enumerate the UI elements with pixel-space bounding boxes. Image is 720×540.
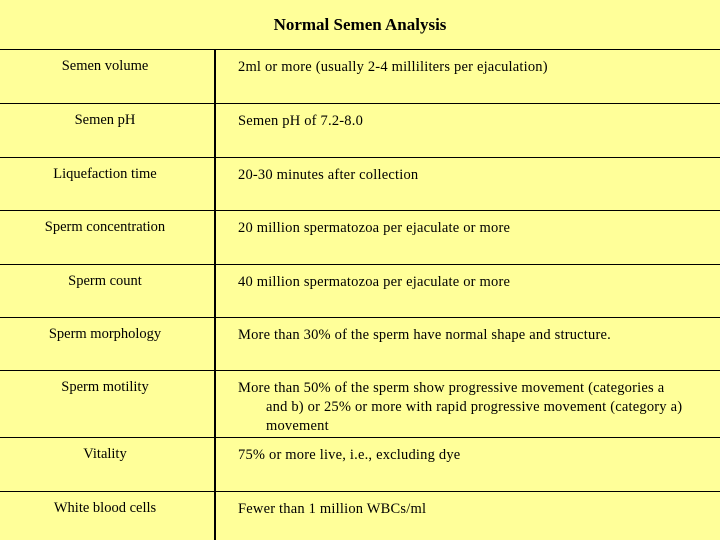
- value-line: movement: [266, 418, 329, 434]
- table-row: [0, 104, 720, 158]
- parameter-value: 2ml or more (usually 2-4 milliliters per ejaculation): [238, 59, 548, 75]
- column-divider: [214, 265, 216, 317]
- parameter-value: Fewer than 1 million WBCs/ml: [238, 501, 427, 517]
- parameter-value: Semen pH of 7.2-8.0: [238, 113, 364, 129]
- parameter-value: 20-30 minutes after collection: [238, 167, 419, 183]
- parameter-label: Sperm count: [68, 273, 142, 289]
- parameter-label: Semen pH: [74, 112, 136, 128]
- title-bar: [0, 0, 720, 50]
- parameter-value: 75% or more live, i.e., excluding dye: [238, 447, 461, 463]
- table-row: [0, 50, 720, 104]
- column-divider: [214, 371, 216, 437]
- parameter-label: Semen volume: [61, 58, 149, 74]
- table-row: [0, 438, 720, 492]
- column-divider: [214, 104, 216, 157]
- parameter-label: Sperm morphology: [48, 326, 162, 342]
- table-row: [0, 211, 720, 265]
- column-divider: [214, 211, 216, 264]
- parameter-label: White blood cells: [53, 500, 157, 516]
- column-divider: [214, 492, 216, 540]
- analysis-table: [0, 50, 720, 540]
- table-row: [0, 371, 720, 438]
- parameter-label: Sperm concentration: [44, 219, 166, 235]
- column-divider: [214, 158, 216, 210]
- table-row: [0, 492, 720, 540]
- value-line: and b) or 25% or more with rapid progressive movement (category a): [266, 399, 683, 415]
- parameter-value: More than 30% of the sperm have normal shape and structure.: [238, 327, 611, 343]
- column-divider: [214, 50, 216, 103]
- parameter-value: [238, 371, 712, 436]
- column-divider: [214, 318, 216, 370]
- column-divider: [214, 438, 216, 491]
- page-title: Normal Semen Analysis: [273, 14, 447, 34]
- parameter-label: Sperm motility: [61, 379, 149, 395]
- parameter-label: Liquefaction time: [53, 166, 157, 182]
- table-row: [0, 265, 720, 318]
- table-row: [0, 158, 720, 211]
- parameter-label: Vitality: [83, 446, 127, 462]
- value-line: More than 50% of the sperm show progressive movement (categories a: [238, 380, 665, 396]
- table-row: [0, 318, 720, 371]
- parameter-value: 20 million spermatozoa per ejaculate or more: [238, 220, 511, 236]
- parameter-value: 40 million spermatozoa per ejaculate or more: [238, 274, 511, 290]
